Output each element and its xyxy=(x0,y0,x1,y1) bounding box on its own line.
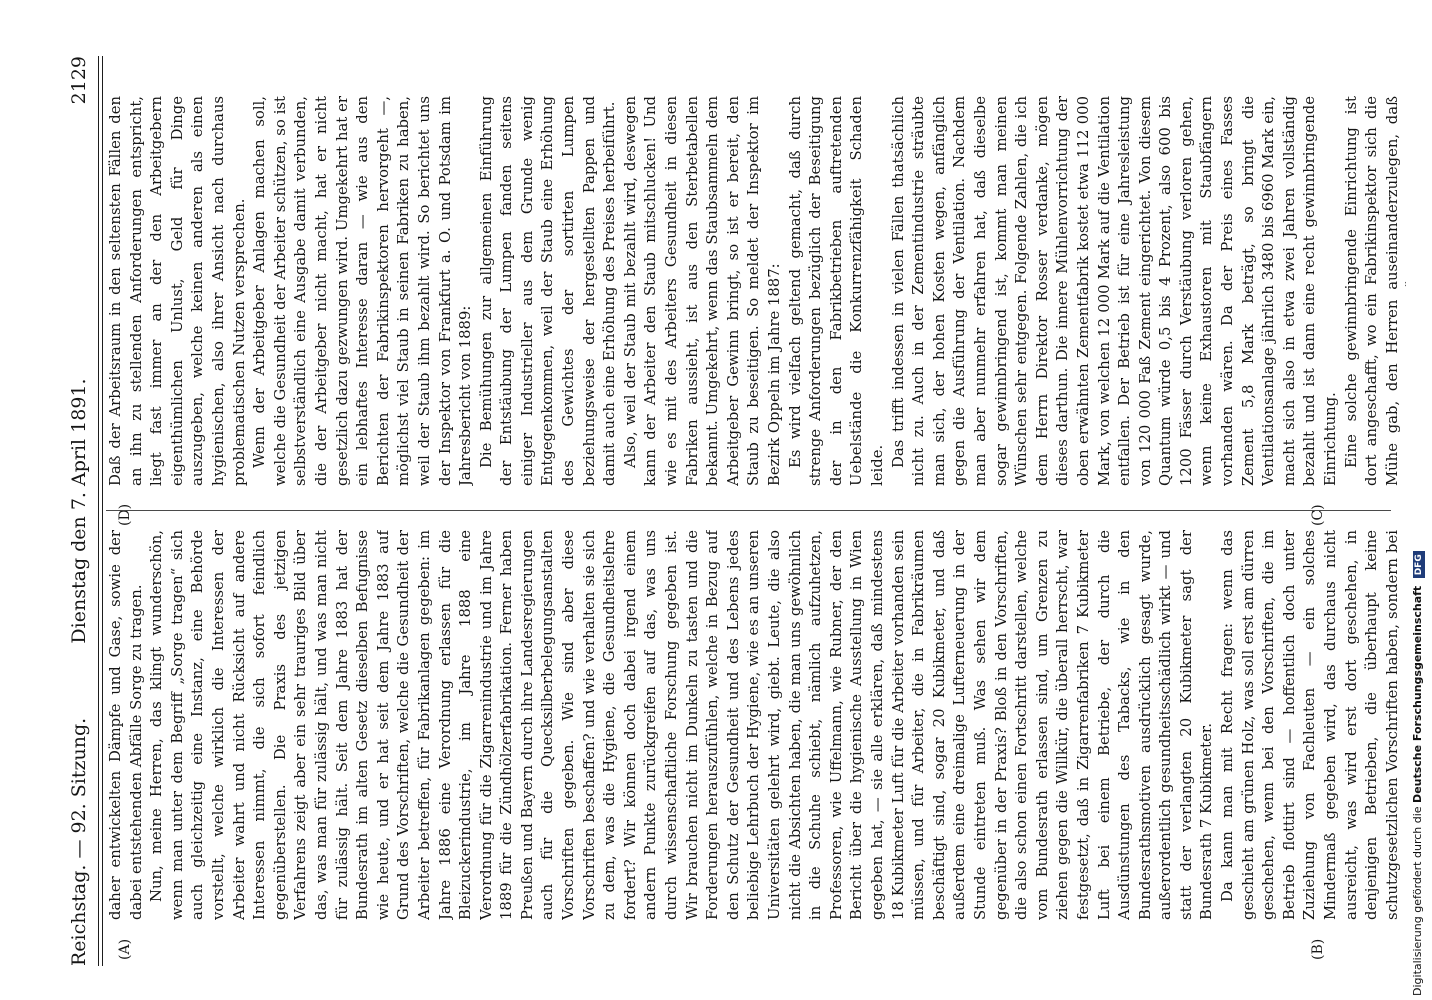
header-date: Dienstag den 7. April 1891. xyxy=(68,378,90,644)
header-rule xyxy=(98,56,99,966)
header-rule-thin xyxy=(102,56,103,966)
paragraph: Wenn der Arbeitgeber Anlagen machen soll, welche die Gesundheit der Arbeiter schützen, so ist selbstverständlich eine Ausgabe damit verbunden, die der Arbeitgeber nicht macht, hat er nicht gesetzlich dazu gezwungen wird. Umgekehrt hat er ein lebhaftes Interesse daran — wie aus den Berichten der Fabrikinspektoren hervorgeht —, möglichst viel Staub in seinen Fabriken zu haben, weil der Staub ihm bezahlt wird. So berichtet uns der Inspektor von Frankfurt a. O. und Potsdam im Jahresbericht von 1889: xyxy=(251,96,475,486)
credit-prefix: Digitalisierung gefördert durch die xyxy=(1411,806,1424,996)
credit-org: Deutsche Forschungsgemeinschaft xyxy=(1411,585,1424,803)
paragraph: Da kann man mit Recht fragen: wenn das geschieht am grünen Holz, was soll erst am dürren geschehen, wenn bei den Vorschriften, die im Betrieb flottirt sind — hoffentlich doch unter Zuziehung von Fachleuten — ein solches Mindermaß gegeben wird, das durchaus nicht ausreicht, was wird erst dort geschehen, in denjenigen Betrieben, die überhaupt keine schutzgesetzlichen Vorschriften haben, sondern bei xyxy=(1219,530,1401,920)
margin-marker-d: (D) xyxy=(117,503,133,526)
dfg-logo: DFG xyxy=(1413,551,1425,578)
page-number: 2129 xyxy=(68,56,90,105)
right-column xyxy=(106,96,1406,486)
running-head xyxy=(66,56,96,966)
left-column xyxy=(106,530,1406,920)
quote-paragraph: Daß der Arbeitsraum in den seltensten Fällen den an ihn zu stellenden Anforderungen entspricht, liegt fast immer an der den Arbeitgebern eigenthümlichen Unlust, Geld für Dinge auszugeben, welche keinen anderen als einen hygienischen, also ihrer Ansicht nach durchaus problematischen Nutzen versprechen. xyxy=(107,96,248,486)
header-left: Reichstag. — 92. Sitzung. xyxy=(68,717,90,966)
digitization-credit xyxy=(1411,551,1425,996)
margin-marker-c: (C) xyxy=(1310,504,1326,526)
margin-marker-a: (A) xyxy=(117,938,133,960)
rotated-page xyxy=(66,56,1416,966)
paragraph: Also, weil der Staub mit bezahlt wird, deswegen kann der Arbeiter den Staub mitschlucken! Und wie es mit des Arbeiters Gesundheit in diesen Fabriken aussieht, ist aus den Sterbetabellen bekannt. Umgekehrt, wenn das Staubsammeln dem Arbeitgeber Gewinn bringt, so ist er bereit, den Staub zu beseitigen. So meldet der Inspektor im Bezirk Oppeln im Jahre 1887: xyxy=(621,96,783,486)
margin-marker-b: (B) xyxy=(1310,938,1326,960)
paragraph: daher entwickelten Dämpfe und Gase, sowie der dabei entstehenden Abfälle Sorge zu tragen. xyxy=(107,530,145,920)
paragraph: Nun, meine Herren, das klingt wunderschön, wenn man unter dem Begriff „Sorge tragen“ sich auch gleichzeitig eine Instanz, eine Behörde vorstellt, welche wirklich die Interessen der Arbeiter wahrt und nicht Rücksicht auf andere Interessen nimmt, die sich sofort feindlich gegenüberstellen. Die Praxis des jetzigen Verfahrens zeigt aber ein sehr trauriges Bild über das, was man für zulässig hält, und was man nicht für zulässig hält. Seit dem Jahre 1883 hat der Bundesrath im alten Gesetz dieselben Befugnisse wie heute, und er hat seit dem Jahre 1883 auf Grund des Vorschriften, welche die Gesundheit der Arbeiter betreffen, für Fabrikanlagen gegeben: im Jahre 1886 eine Verordnung erlassen für die Bleizuckerindustrie, im Jahre 1888 eine Verordnung für die Zigarrenindustrie und im Jahre 1889 für die Zündhölzerfabrikation. Ferner haben Preußen und Bayern durch ihre Landesregierungen auch für die Quecksilberbelegungsanstalten Vorschriften gegeben. Wie sind aber diese Vorschriften beschaffen? und wie verhalten sie sich zu dem, was die Hygiene, die Gesundheitslehre fordert? Wir können doch dabei irgend einem andern Punkte zurückgreifen auf das, was uns durch wissenschaftliche Forschung gegeben ist. Wir brauchen nicht im Dunkeln zu tasten und die Forderungen herauszufühlen, welche in Bezug auf den Schutz der Gesundheit und des Lebens jedes beliebige Lehrbuch der Hygiene, wie es an unseren Universitäten gelehrt wird, giebt. Leute, die also nicht die Absichten haben, die man uns gewöhnlich in die Schuhe schiebt, nämlich aufzuhetzen, Professoren, wie Uffelmann, wie Rubner, der den Bericht über die hygienische Ausstellung in Wien gegeben hat, — sie alle erklären, daß mindestens 18 Kubikmeter Luft für die Arbeiter vorhanden sein müssen, und für Arbeiter, die in Fabrikräumen beschäftigt sind, sogar 20 Kubikmeter, und daß außerdem eine dreimalige Lufterneuerung in der Stunde eintreten muß. Was sehen wir dem gegenüber in der Praxis? Bloß in den Vorschriften, die also schon einen Fortschritt darstellen, welche vom Bundesrath erlassen sind, um Grenzen zu ziehen gegen die Willkür, die überall herrscht, war festgesetzt, daß in Zigarrenfabriken 7 Kubikmeter Luft bei einem Betriebe, der durch die Ausdünstungen des Tabacks, wie in den Bundesrathsmotiven ausdrücklich gesagt wurde, außerordentlich gesundheitsschädlich wirkt — und statt der verlangten 20 Kubikmeter sagt der Bundesrath 7 Kubikmeter. xyxy=(148,530,1216,920)
quote-paragraph: Es wird vielfach geltend gemacht, daß durch strenge Anforderungen bezüglich der Beseitigung der in den Fabrikbetrieben auftretenden Uebelstände die Konkurrenzfähigkeit Schaden leide. xyxy=(786,96,886,486)
column-divider xyxy=(106,510,1391,511)
paragraph: Eine solche gewinnbringende Einrichtung ist dort angeschafft, wo ein Fabrikinspektor sich die Mühe gab, den Herren auseinanderzulegen, daß xyxy=(1342,96,1401,486)
quote-paragraph: Die Bemühungen zur allgemeinen Einführung der Entstäubung der Lumpen fanden seitens einiger Industrieller aus dem Grunde wenig Entgegenkommen, weil der Staub eine Erhöhung des Gewichtes der sortirten Lumpen beziehungsweise der hergestellten Pappen und damit auch eine Erhöhung des Preises herbeiführt. xyxy=(477,96,619,486)
quote-paragraph: Das trifft indessen in vielen Fällen thatsächlich nicht zu. Auch in der Zementindustrie sträubte man sich, der hohen Kosten wegen, anfänglich gegen die Ausführung der Ventilation. Nachdem man aber nunmehr erfahren hat, daß dieselbe sogar gewinnbringend ist, kommt man meinen Wünschen sehr entgegen. Folgende Zahlen, die ich dem Herrn Direktor Rosser verdanke, mögen dieses darthun. Die innere Mühlenvorrichtung der oben erwähnten Zementfabrik kostet etwa 112 000 Mark, von welchen 12 000 Mark auf die Ventilation entfallen. Der Betrieb ist für eine Jahresleistung von 120 000 Faß Zement eingerichtet. Von diesem Quantum würde 0,5 bis 4 Prozent, also 600 bis 1200 Fässer durch Verstäubung verloren gehen, wenn keine Exhaustoren mit Staubfängern vorhanden wären. Da der Preis eines Fasses Zement 5,8 Mark beträgt, so bringt die Ventilationsanlage jährlich 3480 bis 6960 Mark ein, macht sich also in etwa zwei Jahren vollständig bezahlt und ist dann eine recht gewinnbringende Einrichtung. xyxy=(889,96,1340,486)
